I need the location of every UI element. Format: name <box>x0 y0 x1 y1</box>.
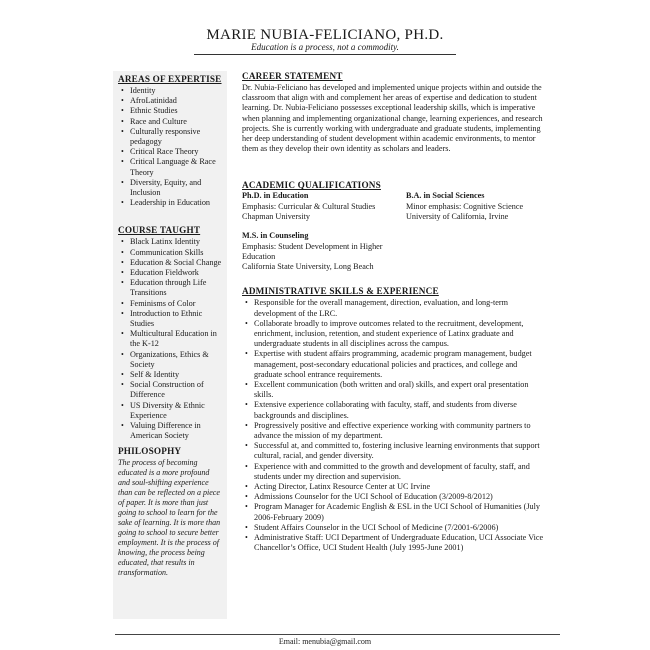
list-item: • Feminisms of Color <box>130 299 225 309</box>
list-item: • Black Latinx Identity <box>130 237 225 247</box>
list-item: • AfroLatinidad <box>130 96 225 106</box>
sidebar <box>113 71 227 619</box>
expertise-heading: AREAS OF EXPERTISE <box>118 74 222 84</box>
list-item: • Responsible for the overall management, direction, evaluation, and long-term development of the LRC. <box>254 298 547 318</box>
courses-list <box>113 237 227 441</box>
header-divider <box>194 54 456 55</box>
list-item: • Culturally responsive pedagogy <box>130 127 225 147</box>
admin-heading: ADMINISTRATIVE SKILLS & EXPERIENCE <box>242 286 439 297</box>
degrees <box>242 191 547 286</box>
list-item: • US Diversity & Ethnic Experience <box>130 401 225 421</box>
list-item: • Valuing Difference in American Society <box>130 421 225 441</box>
degree-school: University of California, Irvine <box>406 211 509 221</box>
degree-ms <box>242 231 402 272</box>
degree-title: M.S. in Counseling <box>242 231 309 241</box>
qualifications-heading: ACADEMIC QUALIFICATIONS <box>242 180 381 191</box>
list-item: • Admissions Counselor for the UCI School of Education (3/2009-8/2012) <box>254 492 547 502</box>
admin-list <box>242 298 547 553</box>
list-item: • Identity <box>130 86 225 96</box>
degree-title: Ph.D. in Education <box>242 191 309 201</box>
degree-title: B.A. in Social Sciences <box>406 191 485 201</box>
list-item: • Collaborate broadly to improve outcomes related to the recruitment, development, enrichment, inclusion, retention, and student experience of Latinx graduate and undergraduate students in all disciplines across the campus. <box>254 319 547 350</box>
career-text: Dr. Nubia-Feliciano has developed and implemented unique projects within and outside the classroom that align with and complement her areas of expertise and dedication to student learning. Dr. Nubia-Feliciano possesses exceptional leadership skills, which is imperative when planning and implementing organizational change, learning experiences, and research projects. She is currently working with undergraduate and graduate students, implementing her deep understanding of student development within academic environments, to mentor them as they develop their own identity as scholars and leaders. <box>242 83 543 154</box>
list-item: • Education Fieldwork <box>130 268 225 278</box>
list-item: • Extensive experience collaborating with faculty, staff, and students from diverse backgrounds and disciplines. <box>254 400 547 420</box>
list-item: • Race and Culture <box>130 117 225 127</box>
list-item: • Program Manager for Academic English & ESL in the UCI School of Humanities (July 2006-February 2009) <box>254 502 547 522</box>
list-item: • Introduction to Ethnic Studies <box>130 309 225 329</box>
list-item: • Organizations, Ethics & Society <box>130 350 225 370</box>
list-item: • Administrative Staff: UCI Department of Undergraduate Education, UCI Associate Vice Chancellor’s Office, UCI Student Health (July 1995-June 2001) <box>254 533 547 553</box>
degree-phd <box>242 191 407 222</box>
degree-emphasis: Emphasis: Student Development in Higher Education <box>242 241 383 261</box>
expertise-list <box>113 86 227 208</box>
list-item: • Critical Language & Race Theory <box>130 157 225 177</box>
list-item: • Multicultural Education in the K-12 <box>130 329 225 349</box>
tagline: Education is a process, not a commodity. <box>251 42 399 52</box>
career-heading: CAREER STATEMENT <box>242 71 343 81</box>
candidate-name: MARIE NUBIA-FELICIANO, PH.D. <box>206 27 444 43</box>
list-item: • Education & Social Change <box>130 258 225 268</box>
list-item: • Self & Identity <box>130 370 225 380</box>
philosophy-text: The process of becoming educated is a more profound and soul-shifting experience than can be reflected on a piece of paper. It is more than just going to school to learn for the sake of learning. It is more than going to school to secure better employment. It is the process of knowing, the process being educated, that results in transformation. <box>118 457 221 577</box>
list-item: • Education through Life Transitions <box>130 278 225 298</box>
courses-heading: COURSE TAUGHT <box>118 225 201 236</box>
degree-emphasis: Emphasis: Curricular & Cultural Studies <box>242 201 376 211</box>
list-item: • Leadership in Education <box>130 198 225 208</box>
footer-divider <box>115 634 560 635</box>
list-item: • Successful at, and committed to, fostering inclusive learning environments that support cultural, racial, and gender diversity. <box>254 441 547 461</box>
list-item: • Student Affairs Counselor in the UCI School of Medicine (7/2001-6/2006) <box>254 523 547 533</box>
list-item: • Acting Director, Latinx Resource Center at UC Irvine <box>254 482 547 492</box>
list-item: • Ethnic Studies <box>130 106 225 116</box>
degree-school: Chapman University <box>242 211 310 221</box>
list-item: • Excellent communication (both written and oral) skills, and expert oral presentation skills. <box>254 380 547 400</box>
philosophy-heading: PHILOSOPHY <box>118 445 182 456</box>
list-item: • Expertise with student affairs programming, academic program management, budget management, post-secondary educational policies and practices, and college and graduate school entrance requirements. <box>254 349 547 380</box>
degree-school: California State University, Long Beach <box>242 262 374 272</box>
list-item: • Communication Skills <box>130 248 225 258</box>
list-item: • Progressively positive and effective experience working with community partners to advance the mission of my department. <box>254 421 547 441</box>
degree-ba <box>406 191 546 222</box>
list-item: • Experience with and committed to the growth and development of faculty, staff, and students under my direction and supervision. <box>254 462 547 482</box>
list-item: • Social Construction of Difference <box>130 380 225 400</box>
footer-email: Email: menubia@gmail.com <box>278 637 372 646</box>
list-item: • Critical Race Theory <box>130 147 225 157</box>
main-content <box>242 71 547 554</box>
list-item: • Diversity, Equity, and Inclusion <box>130 178 225 198</box>
degree-emphasis: Minor emphasis: Cognitive Science <box>406 201 524 211</box>
